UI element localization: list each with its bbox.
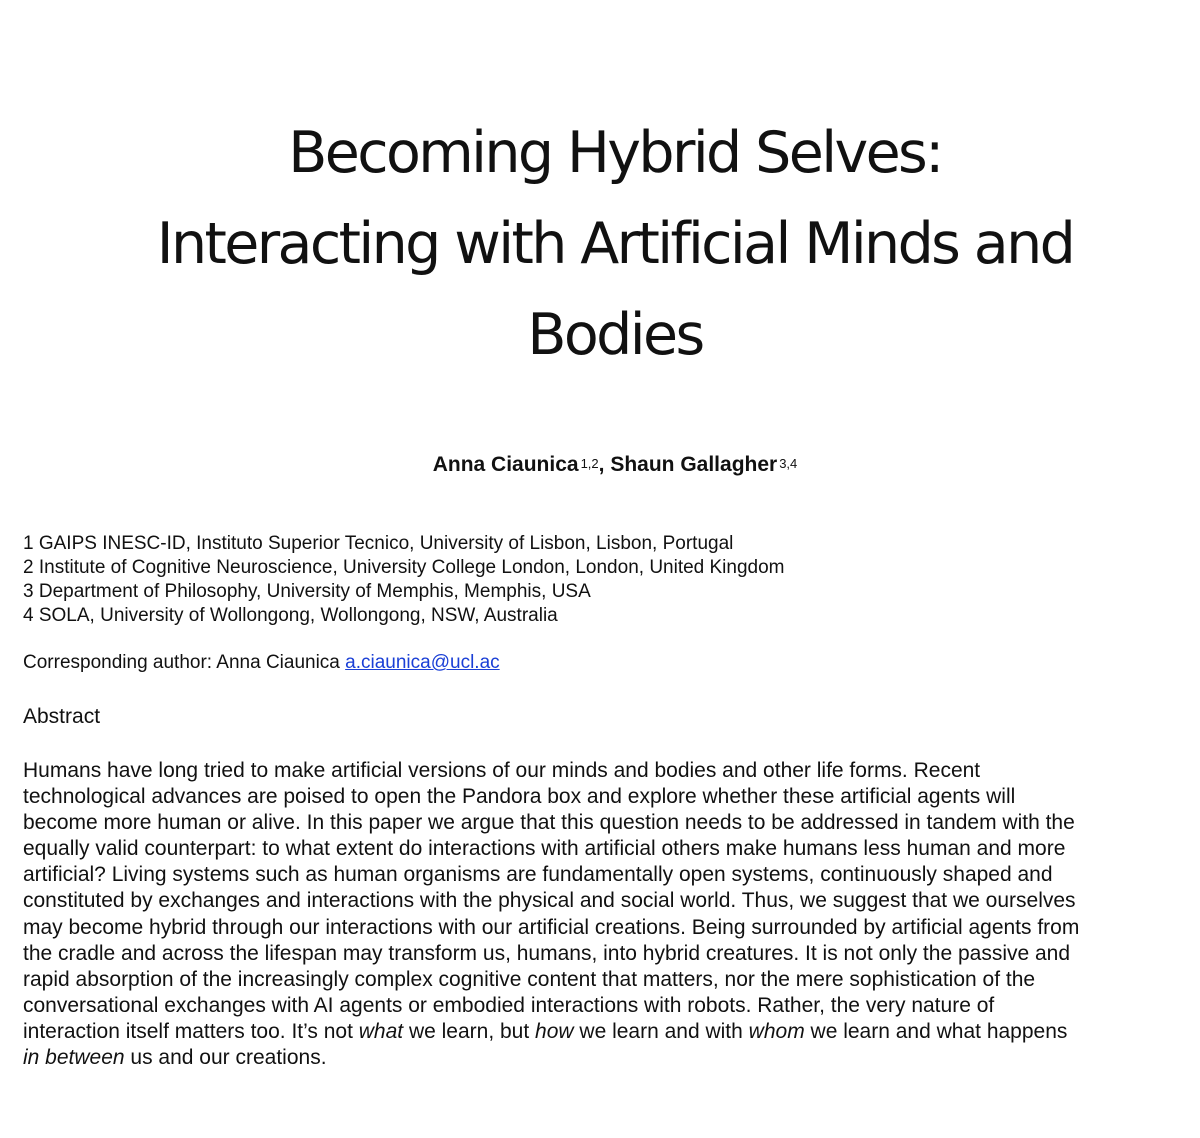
abstract-text: we learn and what happens bbox=[804, 1019, 1068, 1043]
abstract-text: artificial? Living systems such as human organisms are fundamentally open systems, continuously shaped and bbox=[23, 863, 1053, 887]
abstract-text: interaction itself matters too. It’s not bbox=[23, 1019, 359, 1043]
abstract-line bbox=[23, 888, 1200, 914]
corresponding-author-email-link[interactable]: a.ciaunica@ucl.ac bbox=[345, 652, 500, 673]
abstract-text: Humans have long tried to make artificial versions of our minds and bodies and other life forms. Recent bbox=[23, 759, 981, 782]
paper-title bbox=[0, 108, 1200, 381]
abstract-emphasis: what bbox=[358, 1019, 404, 1043]
abstract-line bbox=[23, 993, 1200, 1019]
corresponding-author bbox=[23, 651, 500, 675]
abstract-line bbox=[23, 758, 1200, 784]
title-line-2: Interacting with Artificial Minds and bbox=[156, 211, 1074, 277]
affiliation-item: 4 SOLA, University of Wollongong, Wollongong, NSW, Australia bbox=[23, 605, 558, 626]
author-list bbox=[0, 450, 1200, 480]
abstract-text: become more human or alive. In this paper we argue that this question needs to be addressed in tandem with the bbox=[23, 811, 1075, 835]
abstract-text: the cradle and across the lifespan may transform us, humans, into hybrid creatures. It is not only the passive and bbox=[23, 941, 1071, 965]
abstract-body bbox=[23, 758, 1200, 1071]
abstract-text: constituted by exchanges and interactions with the physical and social world. Thus, we suggest that we ourselves bbox=[23, 889, 1076, 913]
author-separator: , bbox=[598, 453, 611, 476]
author-name: Anna Ciaunica bbox=[432, 453, 579, 476]
corresponding-author-label: Corresponding author: Anna Ciaunica bbox=[23, 652, 346, 673]
abstract-line bbox=[23, 810, 1200, 836]
abstract-line bbox=[23, 862, 1200, 888]
abstract-text: technological advances are poised to open the Pandora box and explore whether these artificial agents will bbox=[23, 785, 1016, 809]
abstract-heading: Abstract bbox=[23, 705, 101, 728]
abstract-line bbox=[23, 967, 1200, 993]
author-name: Shaun Gallagher bbox=[610, 453, 778, 476]
abstract-emphasis: how bbox=[535, 1019, 574, 1043]
title-line-1: Becoming Hybrid Selves: bbox=[288, 120, 942, 186]
author-affiliation-marker: 1,2 bbox=[580, 456, 599, 471]
abstract-line bbox=[23, 784, 1200, 810]
author-affiliation-marker: 3,4 bbox=[779, 456, 798, 471]
abstract-line bbox=[23, 1045, 1200, 1071]
abstract-line bbox=[23, 915, 1200, 941]
abstract-text: we learn and with bbox=[573, 1019, 749, 1043]
affiliation-item: 2 Institute of Cognitive Neuroscience, University College London, London, United Kingdom bbox=[23, 557, 785, 578]
abstract-line bbox=[23, 1019, 1200, 1045]
abstract-line bbox=[23, 836, 1200, 862]
abstract-text: us and our creations. bbox=[124, 1046, 327, 1070]
abstract-emphasis: in between bbox=[23, 1046, 125, 1070]
title-line-3: Bodies bbox=[527, 302, 703, 368]
abstract-text: conversational exchanges with AI agents or embodied interactions with robots. Rather, the very nature of bbox=[23, 993, 995, 1017]
abstract-text: we learn, but bbox=[403, 1019, 536, 1043]
affiliation-item: 3 Department of Philosophy, University of Memphis, Memphis, USA bbox=[23, 581, 591, 602]
abstract-text: rapid absorption of the increasingly complex cognitive content that matters, nor the mere sophistication of the bbox=[23, 967, 1036, 991]
abstract-emphasis: whom bbox=[748, 1019, 805, 1043]
abstract-text: may become hybrid through our interactions with our artificial creations. Being surrounded by artificial agents from bbox=[23, 915, 1080, 939]
abstract-line bbox=[23, 941, 1200, 967]
affiliation-item: 1 GAIPS INESC-ID, Instituto Superior Tecnico, University of Lisbon, Lisbon, Portugal bbox=[23, 533, 734, 554]
affiliation-list bbox=[23, 532, 785, 628]
abstract-text: equally valid counterpart: to what extent do interactions with artificial others make humans less human and more bbox=[23, 837, 1066, 861]
